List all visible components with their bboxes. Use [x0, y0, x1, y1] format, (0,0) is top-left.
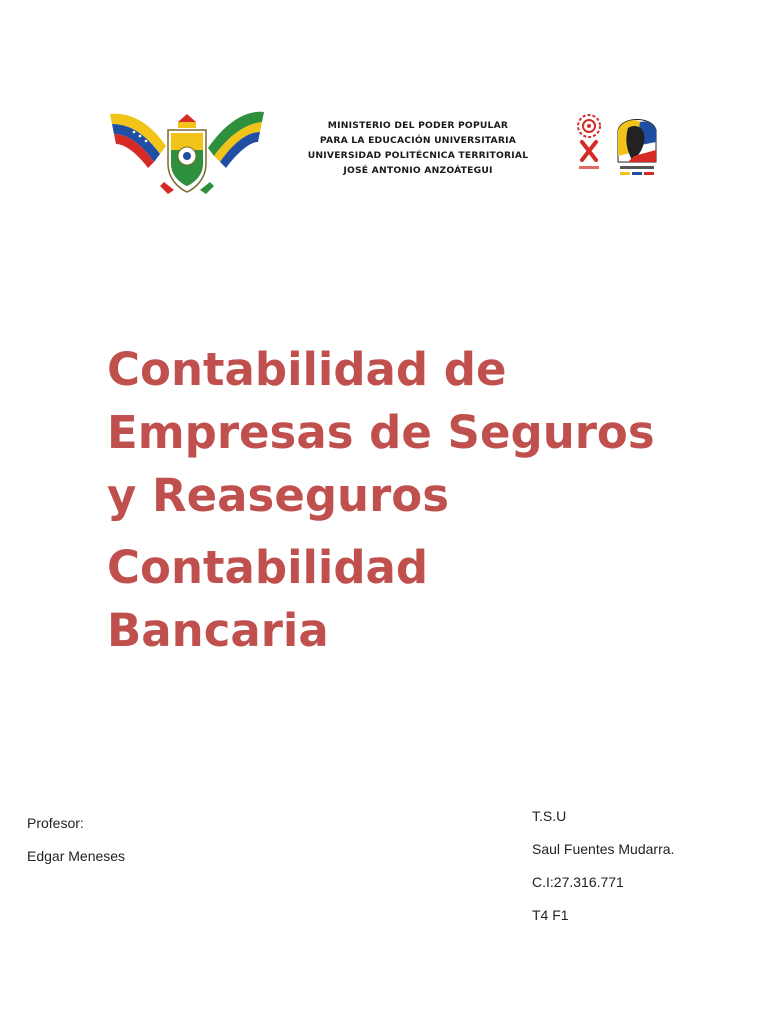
student-info — [532, 806, 674, 938]
university-seal-logo — [108, 108, 266, 194]
title-line-3: y Reaseguros — [107, 469, 449, 522]
subtitle-line-2: Bancaria — [107, 604, 329, 657]
professor-name: Edgar Meneses — [27, 848, 126, 864]
title-line-2: Empresas de Seguros — [107, 406, 655, 459]
institution-line-2: PARA LA EDUCACIÓN UNIVERSITARIA — [319, 135, 517, 146]
title-line-1: Contabilidad de — [107, 343, 507, 396]
student-degree: T.S.U — [532, 808, 567, 824]
subtitle-line-1: Contabilidad — [107, 541, 429, 594]
institution-header — [292, 118, 544, 178]
student-section: T4 F1 — [532, 907, 569, 923]
institution-line-4: JOSÉ ANTONIO ANZOÁTEGUI — [343, 165, 493, 176]
spiral-emblem-logo — [574, 112, 604, 176]
professor-label: Profesor: — [27, 815, 84, 831]
institution-line-1: MINISTERIO DEL PODER POPULAR — [327, 120, 509, 131]
institution-line-3: UNIVERSIDAD POLITÉCNICA TERRITORIAL — [307, 150, 529, 161]
student-name: Saul Fuentes Mudarra. — [532, 841, 675, 857]
document-title — [107, 338, 747, 527]
document-subtitle — [107, 536, 747, 662]
student-id: C.I:27.316.771 — [532, 874, 624, 890]
mision-sucre-logo — [614, 112, 660, 180]
professor-info — [27, 813, 125, 879]
